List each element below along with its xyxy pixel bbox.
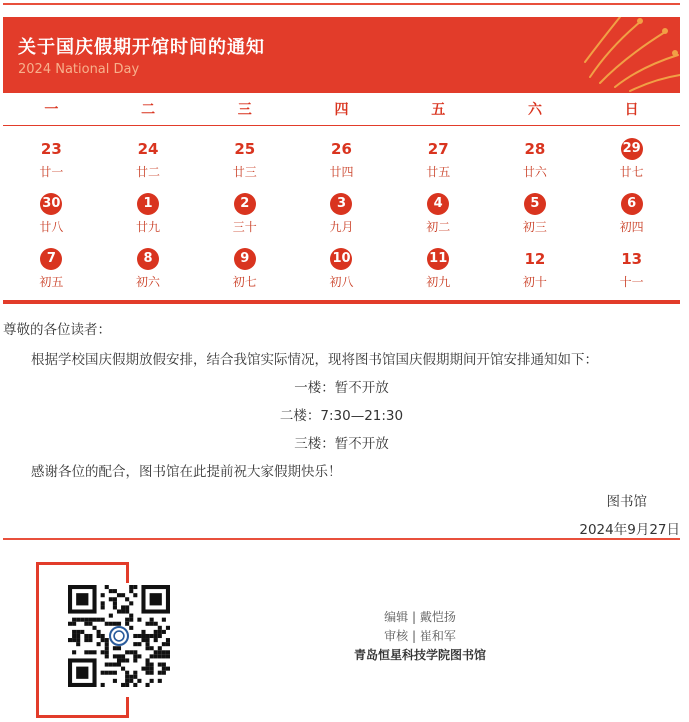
floor-1-hours: 一楼：暂不开放 — [294, 380, 389, 396]
lunar-date: 三十 — [232, 220, 257, 234]
weekday-label: 六 — [527, 102, 542, 118]
date-number: 28 — [524, 140, 546, 158]
date-number: 13 — [621, 250, 643, 268]
holiday-date: 4 — [427, 193, 449, 215]
lunar-date: 初四 — [619, 220, 644, 234]
calendar-day — [3, 191, 100, 246]
lunar-date: 初十 — [522, 275, 547, 289]
holiday-date: 29 — [621, 138, 643, 160]
holiday-date: 6 — [621, 193, 643, 215]
holiday-date: 5 — [524, 193, 546, 215]
calendar-day — [196, 191, 293, 246]
holiday-date: 9 — [234, 248, 256, 270]
calendar-day — [583, 136, 680, 191]
calendar-day — [583, 191, 680, 246]
calendar-day — [196, 246, 293, 301]
lunar-date: 廿四 — [329, 165, 354, 179]
date-number: 12 — [524, 250, 546, 268]
weekday-header — [3, 95, 680, 126]
notice-header — [3, 17, 680, 93]
calendar-day — [390, 246, 487, 301]
floor-2-hours: 二楼：7:30—21:30 — [279, 408, 404, 424]
date-number: 27 — [427, 140, 449, 158]
lunar-date: 初二 — [426, 220, 451, 234]
weekday-label: 一 — [44, 102, 59, 118]
footer-divider — [3, 538, 680, 540]
lunar-date: 廿三 — [232, 165, 257, 179]
holiday-date: 8 — [137, 248, 159, 270]
holiday-date: 11 — [427, 248, 449, 270]
weekday-label: 二 — [141, 102, 156, 118]
weekday-label: 五 — [431, 102, 446, 118]
lunar-date: 廿五 — [426, 165, 451, 179]
calendar-day — [487, 246, 584, 301]
lunar-date: 廿九 — [136, 220, 161, 234]
holiday-date: 2 — [234, 193, 256, 215]
weekday-label: 日 — [624, 102, 639, 118]
footer-credits — [320, 608, 520, 665]
floor-3-hours: 三楼：暂不开放 — [294, 436, 389, 452]
lunar-date: 十一 — [619, 275, 644, 289]
calendar-day — [293, 191, 390, 246]
page-subtitle: 2024 National Day — [18, 62, 140, 77]
fireworks-icon — [570, 17, 680, 93]
intro-paragraph: 根据学校国庆假期放假安排，结合我馆实际情况，现将图书馆国庆假期期间开馆安排通知如下： — [31, 352, 598, 368]
lunar-date: 初七 — [232, 275, 257, 289]
holiday-date: 7 — [40, 248, 62, 270]
calendar-day — [100, 191, 197, 246]
editor-credit: 编辑 | 戴恺扬 — [384, 610, 456, 624]
holiday-date: 1 — [137, 193, 159, 215]
calendar-day — [100, 246, 197, 301]
lunar-date: 初三 — [522, 220, 547, 234]
date-number: 25 — [234, 140, 256, 158]
calendar-day — [487, 136, 584, 191]
qr-code-icon[interactable] — [68, 585, 170, 687]
calendar-grid — [3, 136, 680, 301]
weekday-label: 四 — [334, 102, 349, 118]
lunar-date: 九月 — [329, 220, 354, 234]
library-name: 青岛恒星科技学院图书馆 — [353, 648, 486, 662]
calendar-day — [390, 191, 487, 246]
lunar-date: 初八 — [329, 275, 354, 289]
weekday-label: 三 — [237, 102, 252, 118]
signature: 图书馆 — [606, 494, 647, 510]
lunar-date: 初五 — [39, 275, 64, 289]
holiday-date: 30 — [40, 193, 62, 215]
date-number: 24 — [137, 140, 159, 158]
lunar-date: 廿七 — [619, 165, 644, 179]
section-divider — [3, 300, 680, 304]
page-title: 关于国庆假期开馆时间的通知 — [18, 37, 265, 58]
calendar-day — [196, 136, 293, 191]
lunar-date: 廿一 — [39, 165, 64, 179]
closing-paragraph: 感谢各位的配合，图书馆在此提前祝大家假期快乐！ — [31, 464, 342, 480]
date-number: 26 — [331, 140, 352, 158]
reviewer-credit: 审核 | 崔和军 — [384, 629, 456, 643]
calendar-day — [3, 136, 100, 191]
calendar-day — [390, 136, 487, 191]
calendar-day — [487, 191, 584, 246]
calendar-day — [293, 136, 390, 191]
top-rule — [3, 3, 680, 5]
holiday-date: 10 — [330, 248, 352, 270]
greeting: 尊敬的各位读者： — [3, 322, 111, 338]
lunar-date: 初六 — [136, 275, 161, 289]
notice-date: 2024年9月27日 — [579, 522, 680, 538]
date-number: 23 — [40, 140, 62, 158]
calendar-day — [3, 246, 100, 301]
lunar-date: 廿八 — [39, 220, 64, 234]
holiday-date: 3 — [330, 193, 352, 215]
lunar-date: 廿二 — [136, 165, 161, 179]
calendar-day — [293, 246, 390, 301]
lunar-date: 廿六 — [522, 165, 547, 179]
lunar-date: 初九 — [426, 275, 451, 289]
calendar-day — [583, 246, 680, 301]
calendar-day — [100, 136, 197, 191]
